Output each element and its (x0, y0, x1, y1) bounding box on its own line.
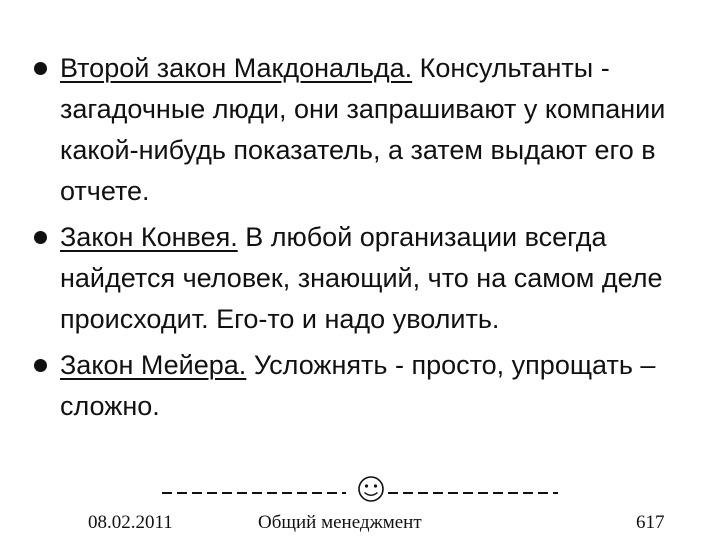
bullet-dot-icon (34, 231, 47, 244)
bullet-dot-icon (34, 359, 47, 372)
law-name-meyer: Закон Мейера. (60, 350, 247, 380)
page-number: 617 (636, 512, 665, 533)
law-text-macdonald: Консультанты - загадочные люди, они запрашивают у компании какой-нибудь показатель, а затем выдают его в отчете. (60, 53, 666, 206)
bullet-item-conway (32, 217, 692, 340)
footer-date: 08.02.2011 (88, 512, 173, 533)
law-name-macdonald: Второй закон Макдональда. (60, 53, 413, 83)
bullet-list (32, 48, 692, 432)
bullet-item-meyer (32, 345, 692, 427)
bullet-item-macdonald (32, 48, 692, 212)
footer-title: Общий менеджмент (258, 512, 422, 533)
smiley-separator (160, 476, 560, 506)
law-name-conway: Закон Конвея. (60, 222, 238, 252)
law-text-meyer: Усложнять - просто, упрощать – сложно. (60, 350, 656, 421)
law-text-conway: В любой организации всегда найдется человек, знающий, что на самом деле происходит. Его-то и надо уволить. (60, 222, 663, 334)
smiley-icon (359, 477, 383, 501)
bullet-dot-icon (34, 62, 47, 75)
